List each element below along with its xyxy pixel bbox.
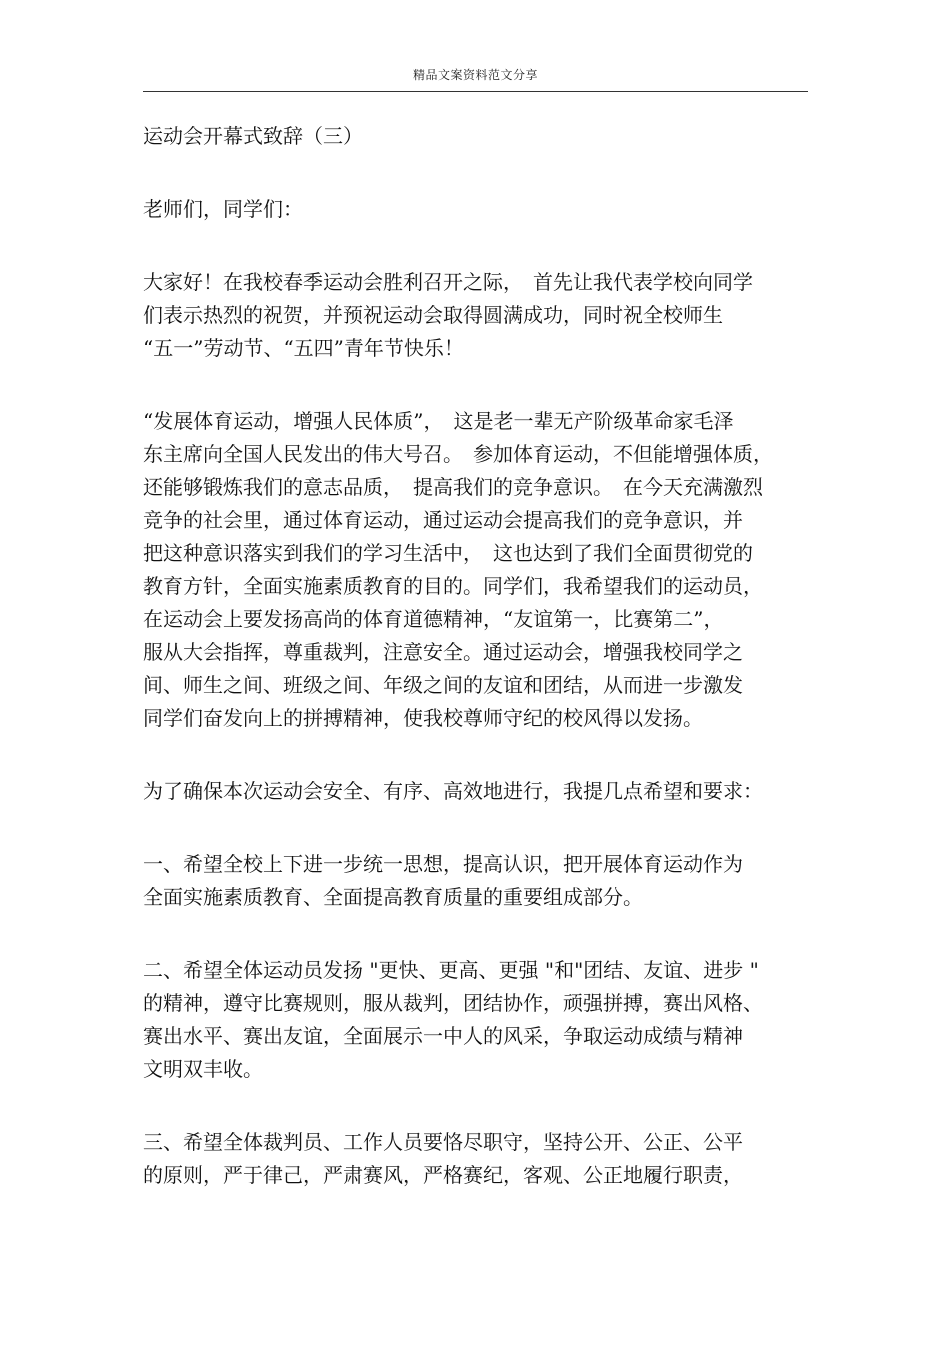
document-body [143, 120, 808, 1232]
paragraph [143, 775, 808, 808]
paragraph [143, 848, 808, 914]
paragraph-line: 三、希望全体裁判员、工作人员要恪尽职守，坚持公开、公正、公平 [143, 1130, 743, 1154]
paragraph-line: 把这种意识落实到我们的学习生活中， 这也达到了我们全面贯彻党的 [143, 541, 753, 565]
paragraph [143, 266, 808, 365]
paragraph [143, 954, 808, 1086]
paragraph-line: 的精神，遵守比赛规则，服从裁判，团结协作，顽强拼搏，赛出风格、 [143, 991, 763, 1015]
paragraph-list [143, 193, 808, 1192]
paragraph-line: 东主席向全国人民发出的伟大号召。 参加体育运动，不但能增强体质， [143, 442, 773, 466]
paragraph-line: 间、师生之间、班级之间、年级之间的友谊和团结，从而进一步激发 [143, 673, 743, 697]
paragraph-line: 老师们，同学们： [143, 197, 303, 221]
paragraph-line: 一、希望全校上下进一步统一思想，提高认识，把开展体育运动作为 [143, 852, 743, 876]
paragraph-line: 文明双丰收。 [143, 1057, 263, 1081]
paragraph-line: 在运动会上要发扬高尚的体育道德精神，“友谊第一，比赛第二”， [143, 607, 724, 631]
paragraph-line: 竞争的社会里，通过体育运动，通过运动会提高我们的竞争意识，并 [143, 508, 743, 532]
paragraph [143, 193, 808, 226]
paragraph-line: 的原则，严于律己，严肃赛风，严格赛纪，客观、公正地履行职责， [143, 1163, 743, 1187]
paragraph-line: 大家好！在我校春季运动会胜利召开之际， 首先让我代表学校向同学 [143, 270, 753, 294]
document-title: 运动会开幕式致辞（三） [143, 124, 363, 148]
paragraph-line: “发展体育运动，增强人民体质”， 这是老一辈无产阶级革命家毛泽 [143, 409, 734, 433]
page-header: 精品文案资料范文分享 [412, 68, 538, 82]
paragraph-line: 为了确保本次运动会安全、有序、高效地进行，我提几点希望和要求： [143, 779, 763, 803]
paragraph-line: 同学们奋发向上的拼搏精神，使我校尊师守纪的校风得以发扬。 [143, 706, 703, 730]
paragraph-line: 赛出水平、赛出友谊，全面展示一中人的风采，争取运动成绩与精神 [143, 1024, 743, 1048]
header-divider [143, 91, 808, 92]
paragraph-line: “五一”劳动节、“五四”青年节快乐！ [143, 336, 464, 360]
paragraph [143, 405, 808, 735]
paragraph-line: 全面实施素质教育、全面提高教育质量的重要组成部分。 [143, 885, 643, 909]
paragraph-line: 二、希望全体运动员发扬 "更快、更高、更强 "和"团结、友谊、进步 " [143, 958, 759, 982]
paragraph-line: 还能够锻炼我们的意志品质， 提高我们的竞争意识。 在今天充满激烈 [143, 475, 763, 499]
paragraph [143, 1126, 808, 1192]
paragraph-line: 们表示热烈的祝贺，并预祝运动会取得圆满成功，同时祝全校师生 [143, 303, 723, 327]
paragraph-line: 教育方针，全面实施素质教育的目的。同学们，我希望我们的运动员， [143, 574, 763, 598]
paragraph-line: 服从大会指挥，尊重裁判，注意安全。通过运动会，增强我校同学之 [143, 640, 743, 664]
